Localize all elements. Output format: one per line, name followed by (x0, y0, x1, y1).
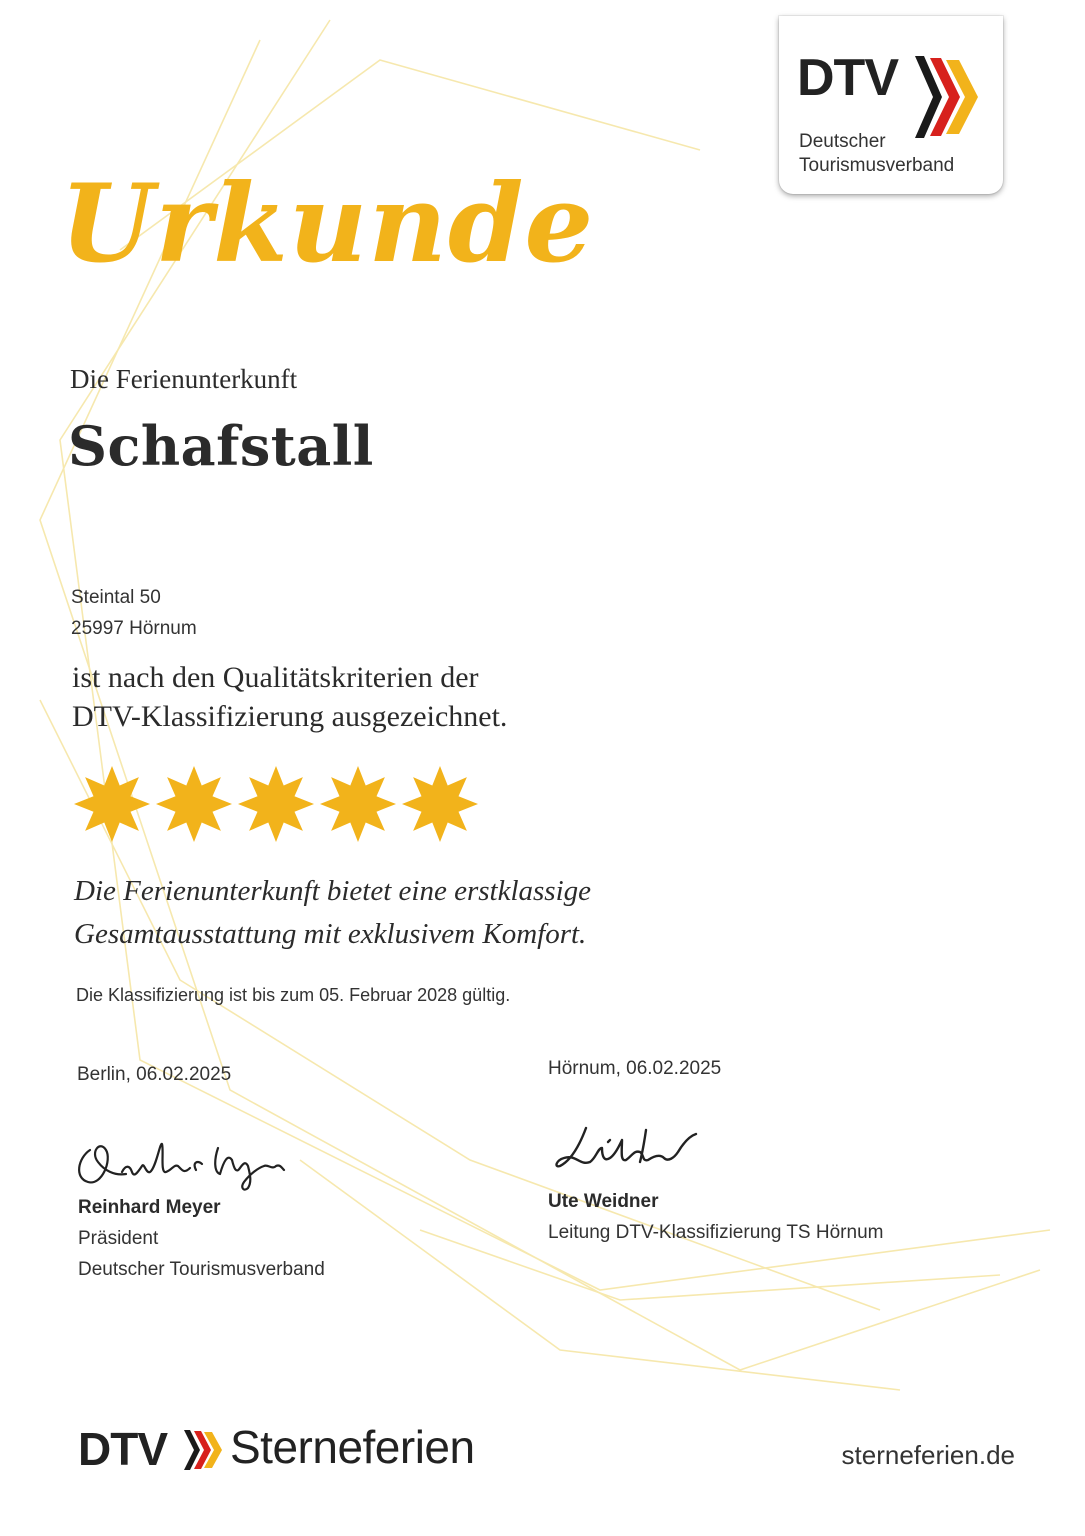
star-icon (156, 766, 232, 842)
description-line-1: Die Ferienunterkunft bietet eine erstklassige (74, 875, 592, 907)
signature-left (68, 1130, 308, 1194)
logo-subtitle (799, 130, 954, 178)
star-icon (402, 766, 478, 842)
signer-right-name: Ute Weidner (548, 1191, 659, 1212)
place-date-left: Berlin, 06.02.2025 (77, 1064, 232, 1085)
star-rating (72, 762, 492, 846)
validity-text: Die Klassifizierung ist bis zum 05. Februar 2028 gültig. (76, 985, 511, 1005)
statement-line-1: ist nach den Qualitätskriterien der (72, 661, 479, 694)
description-text (74, 870, 591, 956)
signer-left-role: Präsident (78, 1228, 159, 1249)
star-icon (74, 766, 150, 842)
star-icon (238, 766, 314, 842)
signer-right (548, 1186, 883, 1248)
logo-line-1: Deutscher (799, 131, 886, 152)
property-name: Schafstall (68, 414, 374, 478)
description-line-2: Gesamtausstattung mit exklusivem Komfort. (74, 918, 587, 950)
footer-dtv-logo: DTV (78, 1423, 167, 1475)
signature-right (550, 1118, 710, 1182)
certificate-title: Urkunde (60, 161, 595, 287)
star-icon (320, 766, 396, 842)
footer-brand-name: Sterneferien (230, 1421, 475, 1473)
address-line-2: 25997 Hörnum (71, 618, 197, 639)
chevron-flag-icon (911, 56, 983, 138)
chevron-flag-icon (182, 1430, 226, 1470)
intro-text: Die Ferienunterkunft (70, 364, 298, 394)
property-address (71, 582, 197, 644)
classification-statement (72, 658, 507, 736)
footer-url: sterneferien.de (841, 1440, 1015, 1470)
logo-line-2: Tourismusverband (799, 155, 955, 176)
dtv-logo-card (779, 16, 1003, 194)
signer-right-role: Leitung DTV-Klassifizierung TS Hörnum (548, 1222, 884, 1243)
logo-abbreviation: DTV (797, 49, 898, 107)
signer-left-name: Reinhard Meyer (78, 1197, 221, 1218)
signer-left-organization: Deutscher Tourismusverband (78, 1259, 325, 1280)
place-date-right: Hörnum, 06.02.2025 (548, 1058, 722, 1079)
address-line-1: Steintal 50 (71, 587, 161, 608)
statement-line-2: DTV-Klassifizierung ausgezeichnet. (72, 700, 508, 733)
signer-left (78, 1192, 325, 1285)
